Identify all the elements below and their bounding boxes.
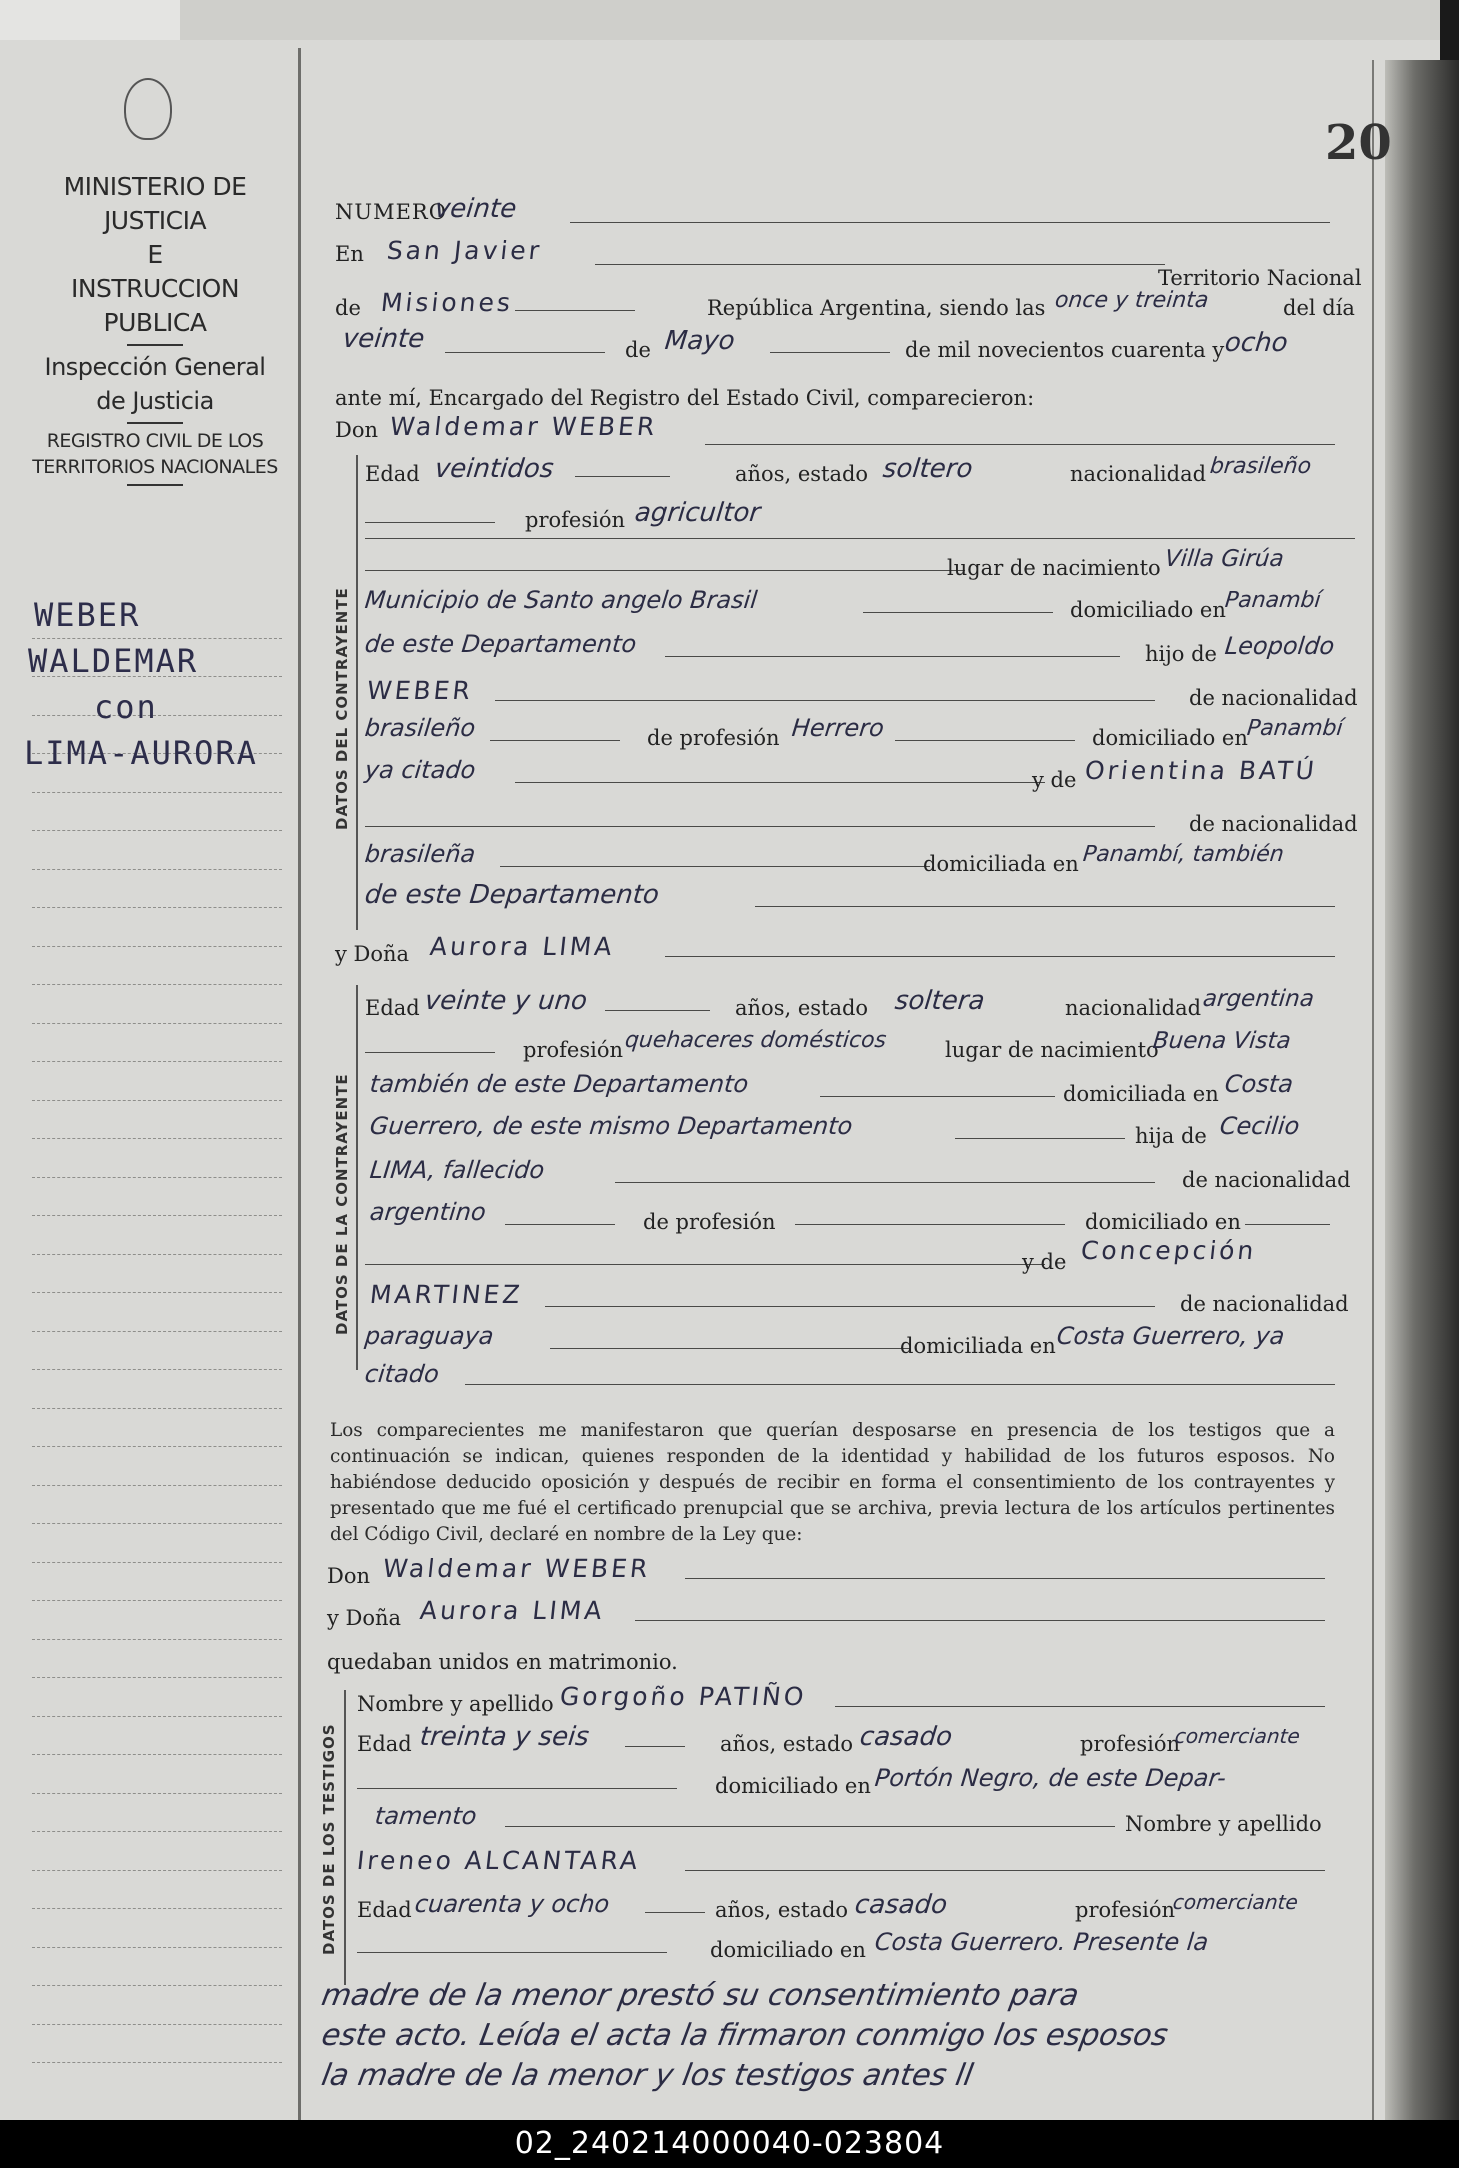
label-domiciliado-en: domiciliado en: [1085, 1210, 1241, 1234]
fill-line: [665, 656, 1120, 657]
margin-rule: [32, 1794, 282, 1833]
row-numero: [335, 194, 1355, 230]
label-anos-estado: años, estado: [735, 462, 869, 486]
contrayente-nacionalidad: brasileño: [1208, 454, 1313, 479]
acta-mes: Mayo: [663, 326, 737, 356]
row-t1-nombre: [335, 1682, 1355, 1722]
contrayente-madre-nac: brasileña: [363, 840, 477, 868]
margin-rule: [32, 947, 282, 986]
ministry-header: [20, 170, 290, 490]
row-domicilio-f: [335, 1070, 1355, 1112]
contrayente-madre: Orientina BATÚ: [1083, 756, 1319, 785]
label-edad: Edad: [357, 1898, 412, 1922]
row-fecha: [335, 324, 1355, 368]
coat-of-arms-icon: [124, 78, 172, 140]
testigo1-estado: casado: [858, 1722, 954, 1752]
fill-line: [357, 1952, 667, 1953]
margin-rule: [32, 1216, 282, 1255]
label-nacionalidad: nacionalidad: [1070, 462, 1207, 486]
margin-rule: [32, 2025, 282, 2064]
contrayente-f-madre-nac: paraguaya: [363, 1322, 496, 1350]
contrayente-domicilio-1: Panambí: [1223, 588, 1323, 613]
label-edad: Edad: [365, 462, 420, 486]
label-de-profesion: de profesión: [643, 1210, 776, 1234]
contrayente-f-nombre: Aurora LIMA: [428, 932, 617, 961]
row-madre-nac-label: [335, 812, 1358, 842]
fill-line: [465, 1384, 1335, 1385]
row-t2-dom: [335, 1928, 1355, 1968]
ministry-line: E: [147, 240, 163, 269]
contrayente-f-madre-dom-1: Costa Guerrero, ya: [1055, 1322, 1286, 1350]
margin-rule: [32, 1871, 282, 1910]
label-domiciliado-en: domiciliado en: [1070, 598, 1226, 622]
fill-line: [495, 700, 1155, 701]
contrayente-padre-1: Leopoldo: [1223, 632, 1336, 660]
label-de-nacionalidad: de nacionalidad: [1189, 686, 1358, 710]
acta-territorio: Misiones: [379, 288, 515, 317]
margin-rule: [32, 1178, 282, 1217]
declaracion-dona: Aurora LIMA: [418, 1596, 607, 1625]
contrayente-domicilio-2: de este Departamento: [363, 630, 638, 658]
margin-rule: [32, 1062, 282, 1101]
margin-rule: [32, 1832, 282, 1871]
contrayente-f-lugar-nac-1: Buena Vista: [1151, 1028, 1293, 1054]
margin-rule: [32, 1563, 282, 1602]
row-t1-dom-2: [335, 1802, 1355, 1842]
fill-line: [635, 1620, 1325, 1621]
fill-line: [365, 826, 1155, 827]
margin-rule: [32, 1601, 282, 1640]
label-de-nacionalidad: de nacionalidad: [1189, 812, 1358, 836]
testigo2-domicilio: Costa Guerrero. Presente la: [873, 1928, 1210, 1956]
fill-line: [365, 1264, 1045, 1265]
margin-rule: [32, 1909, 282, 1948]
label-de-profesion: de profesión: [647, 726, 780, 750]
contrayente-profesion: agricultor: [633, 498, 762, 528]
row-madre-m: [335, 756, 1355, 798]
row-hija-f: [335, 1112, 1355, 1154]
contrayente-estado: soltero: [881, 454, 975, 484]
label-domiciliada-en: domiciliada en: [1063, 1082, 1219, 1106]
contrayente-edad: veintidos: [433, 454, 556, 484]
label-nacionalidad: nacionalidad: [1065, 996, 1202, 1020]
label-ante: ante mí, Encargado del Registro del Estado Civil, comparecieron:: [335, 386, 1035, 410]
row-padre-prof: [335, 714, 1355, 756]
row-don: [335, 412, 1355, 448]
label-domiciliada-en: domiciliada en: [923, 852, 1079, 876]
testigo2-estado: casado: [853, 1890, 949, 1920]
fill-line: [445, 352, 605, 353]
fill-line: [605, 1010, 710, 1011]
row-profesion-f: [335, 1028, 1355, 1068]
label-profesion: profesión: [523, 1038, 623, 1062]
margin-rule: [32, 1370, 282, 1409]
label-quedaban: quedaban unidos en matrimonio.: [327, 1650, 678, 1674]
margin-rule: [32, 793, 282, 832]
label-edad: Edad: [357, 1732, 412, 1756]
contrayente-padre-dom-2: ya citado: [363, 756, 477, 784]
declaracion-don: Waldemar WEBER: [381, 1554, 652, 1583]
margin-name: LIMA-AURORA: [24, 734, 258, 772]
testigo1-domicilio-1: Portón Negro, de este Depar-: [873, 1764, 1228, 1792]
contrayente-lugar-nac-1: Villa Girúa: [1163, 546, 1286, 572]
contrayente-f-madre-dom-2: citado: [363, 1360, 441, 1388]
label-del-dia: del día: [1283, 296, 1355, 320]
fill-line: [615, 1182, 1155, 1183]
contrayente-f-lugar-nac-2: también de este Departamento: [368, 1070, 750, 1098]
label-domiciliada-en: domiciliada en: [900, 1334, 1056, 1358]
contrayente-lugar-nac-2: Municipio de Santo angelo Brasil: [363, 586, 759, 614]
contrayente-f-padre-nac: argentino: [368, 1198, 488, 1226]
label-domiciliado-en: domiciliado en: [715, 1774, 871, 1798]
margin-ruled-lines: [32, 600, 282, 2063]
testigo1-nombre: Gorgoño PATIÑO: [558, 1682, 808, 1711]
contrayente-f-domicilio-2: Guerrero, de este mismo Departamento: [368, 1112, 854, 1140]
ministry-line: MINISTERIO DE JUSTICIA: [63, 172, 247, 235]
label-hija-de: hija de: [1135, 1124, 1207, 1148]
label-de-nacionalidad: de nacionalidad: [1180, 1292, 1349, 1316]
row-t1-edad: [335, 1722, 1355, 1762]
fill-line: [895, 740, 1075, 741]
scan-footer: [0, 2120, 1459, 2168]
fill-line: [545, 1306, 1155, 1307]
fill-line: [625, 1746, 685, 1747]
row-t2-nombre: [335, 1846, 1355, 1886]
label-territorio: Territorio Nacional: [1158, 266, 1362, 290]
label-de2: de: [625, 338, 651, 362]
fill-line: [357, 1788, 677, 1789]
margin-rule: [32, 870, 282, 909]
label-profesion: profesión: [1075, 1898, 1175, 1922]
margin-name: WALDEMAR: [28, 642, 199, 680]
margin-rule: [32, 1101, 282, 1140]
label-anos-estado: años, estado: [735, 996, 869, 1020]
row-madre-f-dom: [335, 1322, 1355, 1364]
label-profesion: profesión: [1080, 1732, 1180, 1756]
label-en: En: [335, 242, 364, 266]
row-en: [335, 236, 1362, 290]
contrayente-f-domicilio-1: Costa: [1223, 1070, 1295, 1098]
ministry-line: INSTRUCCION PUBLICA: [70, 274, 240, 337]
scan-top-strip: [180, 0, 1440, 40]
margin-rule: [32, 1948, 282, 1987]
label-edad: Edad: [365, 996, 420, 1020]
fill-line: [820, 1096, 1055, 1097]
page-number: 20: [1325, 115, 1392, 171]
row-territorio: [335, 288, 1355, 326]
fill-line: [365, 1052, 495, 1053]
label-lugar-nac: lugar de nacimiento: [947, 556, 1161, 580]
contrayente-f-estado: soltera: [893, 986, 987, 1016]
ministry-line: TERRITORIOS NACIONALES: [32, 456, 278, 478]
margin-rule: [32, 1678, 282, 1717]
fill-line: [955, 1138, 1125, 1139]
margin-rule: [32, 831, 282, 870]
contrayente-padre-prof: Herrero: [790, 714, 886, 742]
contrayente-f-madre-2: MARTINEZ: [368, 1280, 525, 1309]
fill-line: [500, 866, 930, 867]
row-padre-m: [335, 676, 1358, 716]
margin-rule: [32, 1409, 282, 1448]
contrayente-madre-dom-2: de este Departamento: [363, 880, 661, 910]
contrayente-f-madre-1: Concepción: [1079, 1236, 1258, 1265]
margin-rule: [32, 1447, 282, 1486]
testigo1-edad: treinta y seis: [418, 1722, 591, 1752]
contrayente-padre-2: WEBER: [365, 676, 475, 705]
fill-line: [665, 956, 1335, 957]
label-hijo-de: hijo de: [1145, 642, 1217, 666]
fill-line: [770, 352, 890, 353]
contrayente-f-edad: veinte y uno: [423, 986, 589, 1016]
label-lugar-nac: lugar de nacimiento: [945, 1038, 1159, 1062]
contrayente-f-padre-2: LIMA, fallecido: [368, 1156, 546, 1184]
acta-numero: veinte: [433, 194, 518, 224]
fill-line: [1245, 1224, 1330, 1225]
label-nombre-apellido: Nombre y apellido: [1125, 1812, 1322, 1836]
fill-line: [505, 1224, 615, 1225]
row-madre-f-2: [335, 1280, 1355, 1322]
fill-line: [365, 570, 965, 571]
row-quedaban: [327, 1650, 1355, 1680]
label-de-nacionalidad: de nacionalidad: [1182, 1168, 1351, 1192]
label-y-dona: y Doña: [335, 942, 410, 966]
fill-line: [835, 1706, 1325, 1707]
row-domicilio-m: [335, 586, 1355, 628]
label-domiciliado-en: domiciliado en: [1092, 726, 1248, 750]
book-binding-edge: [1385, 60, 1459, 2120]
margin-rule: [32, 1332, 282, 1371]
section-title-testigos: DATOS DE LOS TESTIGOS: [320, 1723, 338, 1955]
contrayente-madre-dom-1: Panambí, también: [1081, 842, 1286, 867]
margin-rule: [32, 908, 282, 947]
acta-hora: once y treinta: [1053, 288, 1210, 313]
fill-line: [685, 1870, 1325, 1871]
testigo2-nombre: Ireneo ALCANTARA: [355, 1846, 642, 1875]
contrayente-nombre: Waldemar WEBER: [388, 412, 659, 441]
ministry-rule: [127, 484, 183, 486]
row-padre-f: [335, 1156, 1355, 1198]
fill-line: [365, 522, 495, 523]
scan-top-margin: [0, 0, 180, 40]
fill-line: [795, 1224, 1065, 1225]
ministry-rule: [127, 422, 183, 424]
label-nombre-apellido: Nombre y apellido: [357, 1692, 554, 1716]
margin-rule: [32, 1524, 282, 1563]
fill-line: [755, 906, 1335, 907]
closing-line: la madre de la menor y los testigos antes ll: [318, 2058, 976, 2093]
margin-rule: [32, 1640, 282, 1679]
section-title-contrayente-f: DATOS DE LA CONTRAYENTE: [333, 1073, 351, 1335]
closing-line: este acto. Leída el acta la firmaron conmigo los esposos: [318, 2018, 1171, 2053]
label-mil: de mil novecientos cuarenta y: [905, 338, 1225, 362]
acta-anio: ocho: [1223, 328, 1290, 358]
column-divider: [298, 48, 301, 2120]
label-de: de: [335, 296, 361, 320]
fill-line: [365, 538, 1355, 539]
row-edad-m: [335, 454, 1355, 492]
row-profesion-m: [335, 498, 1355, 538]
closing-line: madre de la menor prestó su consentimiento para: [318, 1978, 1082, 2013]
row-madre-dom-2: [335, 880, 1355, 922]
testigo1-domicilio-2: tamento: [373, 1802, 479, 1830]
fill-line: [645, 1912, 705, 1913]
label-y-de: y de: [1022, 1250, 1067, 1274]
fill-line: [595, 264, 1165, 265]
label-republica: República Argentina, siendo las: [707, 296, 1046, 320]
fill-line: [550, 1348, 910, 1349]
row-decl-dona: [327, 1596, 1355, 1636]
contrayente-f-nacionalidad: argentina: [1201, 986, 1316, 1012]
label-numero: NUMERO: [335, 200, 447, 224]
fill-line: [685, 1578, 1325, 1579]
margin-rule: [32, 985, 282, 1024]
fill-line: [575, 476, 670, 477]
ministry-rule: [127, 344, 183, 346]
ministry-line: Inspección General: [44, 353, 266, 381]
row-edad-f: [335, 986, 1355, 1026]
testigo2-edad: cuarenta y ocho: [413, 1890, 611, 1918]
row-hijo-m: [335, 630, 1355, 672]
margin-rule: [32, 1255, 282, 1294]
margin-rule: [32, 1755, 282, 1794]
fill-line: [515, 310, 635, 311]
fill-line: [490, 740, 620, 741]
legal-paragraph: Los comparecientes me manifestaron que querían desposarse en presencia de los testigos que a continuación se indican, quienes responden de la identidad y habilidad de los futuros esposos. No habiéndose deducido oposición y después de recibir en forma el consentimiento de los contrayentes y presentado que me fué el certificado prenupcial que se archiva, previa lectura de los artículos pertinentes del Código Civil, declaré en nombre de la Ley que:: [330, 1420, 1335, 1545]
fill-line: [705, 444, 1335, 445]
section-title-contrayente: DATOS DEL CONTRAYENTE: [333, 587, 351, 830]
testigo1-profesion: comerciante: [1173, 1724, 1302, 1748]
row-lugar-m: [335, 546, 1355, 586]
fill-line: [515, 782, 1045, 783]
right-margin-line: [1372, 60, 1374, 2120]
footer-id: 02_240214000040-023804: [514, 2126, 945, 2161]
ministry-line: REGISTRO CIVIL DE LOS: [46, 430, 264, 452]
label-anos-estado: años, estado: [715, 1898, 849, 1922]
label-profesion: profesión: [525, 508, 625, 532]
contrayente-padre-nac: brasileño: [363, 714, 477, 742]
acta-dia: veinte: [341, 324, 426, 354]
row-madre-f: [335, 1236, 1355, 1280]
label-y-de: y de: [1032, 768, 1077, 792]
label-y-dona: y Doña: [327, 1606, 402, 1630]
margin-rule: [32, 1293, 282, 1332]
acta-lugar: San Javier: [385, 236, 544, 265]
fill-line: [570, 222, 1330, 223]
ministry-line: de Justicia: [96, 387, 214, 415]
label-don: Don: [335, 418, 379, 442]
row-t1-dom: [335, 1764, 1355, 1804]
margin-name: con: [94, 688, 158, 726]
row-madre-dom: [335, 840, 1355, 882]
row-t2-edad: [335, 1890, 1355, 1928]
label-don: Don: [327, 1564, 371, 1588]
contrayente-padre-dom-1: Panambí: [1245, 716, 1345, 741]
margin-names: [24, 592, 294, 776]
row-madre-f-dom-2: [335, 1360, 1355, 1400]
row-decl-don: [327, 1554, 1355, 1594]
margin-rule: [32, 1986, 282, 2025]
row-dona: [335, 932, 1355, 972]
fill-line: [505, 1826, 1115, 1827]
label-anos-estado: años, estado: [720, 1732, 854, 1756]
contrayente-f-profesion: quehaceres domésticos: [623, 1028, 888, 1053]
contrayente-f-padre-1: Cecilio: [1218, 1112, 1301, 1140]
margin-name: WEBER: [34, 596, 141, 634]
margin-rule: [32, 1024, 282, 1063]
margin-rule: [32, 1486, 282, 1525]
testigo2-profesion: comerciante: [1171, 1890, 1300, 1914]
margin-rule: [32, 1139, 282, 1178]
margin-rule: [32, 1717, 282, 1756]
label-domiciliado-en: domiciliado en: [710, 1938, 866, 1962]
fill-line: [863, 612, 1053, 613]
